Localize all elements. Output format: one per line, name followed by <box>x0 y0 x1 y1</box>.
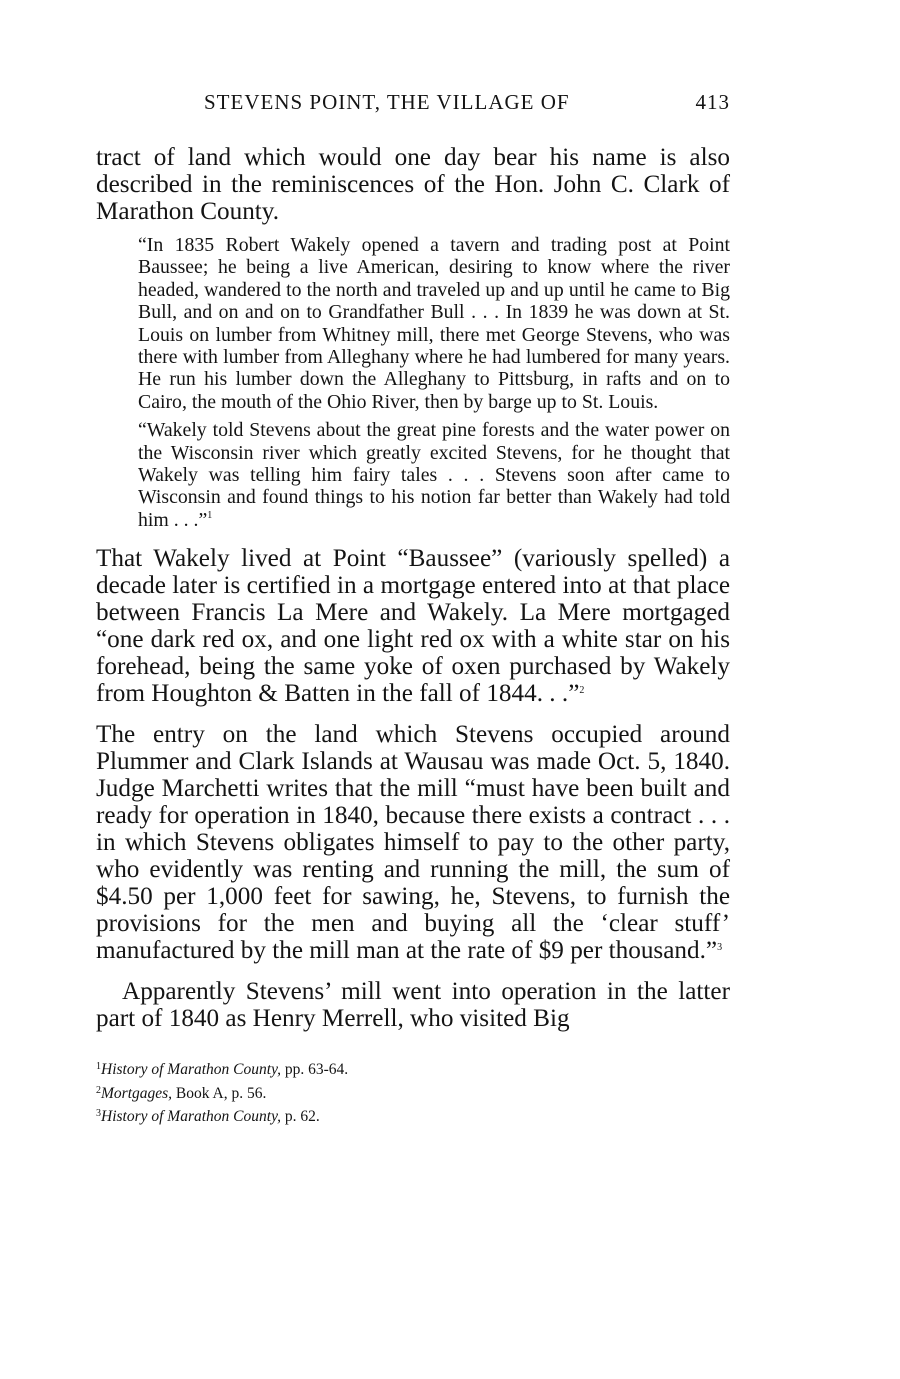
footnote-source-detail: pp. 63-64. <box>280 1061 349 1079</box>
footnotes <box>96 1057 730 1128</box>
footnote-source-detail: p. 62. <box>280 1108 320 1126</box>
paragraph-mortgage <box>96 545 730 707</box>
footnote-ref-1: 1 <box>207 509 213 521</box>
footnote-ref-2: 2 <box>579 685 585 697</box>
paragraph-mortgage-text: That Wakely lived at Point “Baussee” (variously spelled) a decade later is certified in a mortgage entered into at that place between Francis La Mere and Wakely. La Mere mortgaged “one dark red ox, and one light red ox with a white star on his forehead, being the same yoke of oxen purchased by Wakely from Houghton & Batten in the fall of 1844. . .” <box>96 545 730 708</box>
footnote-1 <box>96 1057 730 1081</box>
footnote-number: 1 <box>96 1061 101 1073</box>
footnote-number: 2 <box>96 1084 101 1096</box>
book-page <box>96 90 730 1128</box>
block-quote-2-text: “Wakely told Stevens about the great pine forests and the water power on the Wisconsin river which greatly excited Stevens, for he thought that Wakely was telling him fairy tales . . . Stevens soon after came to Wisconsin and found things to his notion far better than Wakely had told him . . .” <box>138 419 730 531</box>
paragraph-intro: tract of land which would one day bear his name is also described in the reminiscences of the Hon. John C. Clark of Marathon County. <box>96 144 730 225</box>
paragraph-mill-entry <box>96 721 730 964</box>
footnote-2 <box>96 1081 730 1105</box>
footnote-3 <box>96 1104 730 1128</box>
paragraph-mill-operation: Apparently Stevens’ mill went into operation in the latter part of 1840 as Henry Merrell, who visited Big <box>96 978 730 1033</box>
footnote-ref-3: 3 <box>717 942 723 954</box>
footnote-source-detail: Book A, p. 56. <box>172 1084 267 1102</box>
running-title: STEVENS POINT, THE VILLAGE OF <box>204 90 570 114</box>
paragraph-mill-entry-text: The entry on the land which Stevens occupied around Plummer and Clark Islands at Wausau was made Oct. 5, 1840. Judge Marchetti writes that the mill “must have been built and ready for operation in 1840, because there exists a contract . . . in which Stevens obligates himself to pay to the other party, who evidently was renting and running the mill, the sum of $4.50 per 1,000 feet for sawing, he, Stevens, to furnish the provisions for the men and buying all the ‘clear stuff’ manufactured by the mill man at the rate of $9 per thousand.” <box>96 721 730 965</box>
footnote-number: 3 <box>96 1108 101 1120</box>
footnote-source-title: History of Marathon County, <box>101 1108 281 1126</box>
footnote-source-title: Mortgages, <box>101 1084 173 1102</box>
block-quote-2 <box>138 419 730 531</box>
block-quote-1: “In 1835 Robert Wakely opened a tavern and trading post at Point Baussee; he being a live American, desiring to know where the river headed, wandered to the north and traveled up and up until he came to Big Bull, and on and on to Grandfather Bull . . . In 1839 he was down at St. Louis on lumber from Whitney mill, there met George Stevens, who was there with lumber from Alleghany where he had lumbered for many years. He run his lumber down the Alleghany to Pittsburg, in rafts and on to Cairo, the mouth of the Ohio River, then by barge up to St. Louis. <box>138 234 730 413</box>
footnote-source-title: History of Marathon County, <box>101 1061 281 1079</box>
page-number: 413 <box>695 90 730 114</box>
running-head <box>96 90 730 126</box>
